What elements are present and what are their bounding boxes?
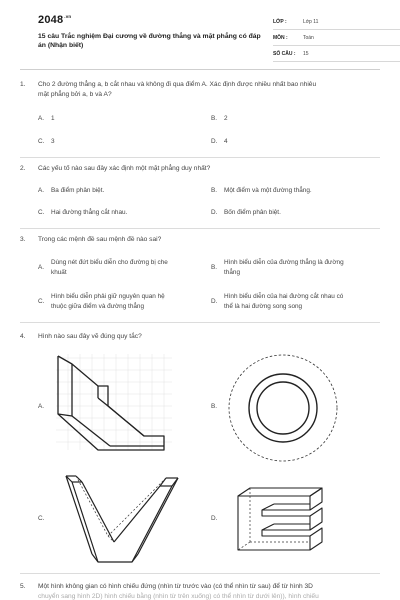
- option-2c[interactable]: [38, 208, 127, 218]
- question-3: [20, 235, 380, 245]
- option-1b[interactable]: [211, 114, 228, 124]
- document-header: [20, 0, 380, 70]
- option-1a[interactable]: [38, 114, 55, 124]
- option-text: Hai đường thẳng cắt nhau.: [51, 209, 128, 216]
- question-text-cont: chuyển sang hình 2D) hình chiếu bằng (nhìn từ trên xuống) có thể nhìn từ dưới lên)), hình chiếu: [38, 593, 319, 600]
- option-2a[interactable]: [38, 186, 104, 196]
- option-letter: A.: [38, 403, 45, 410]
- option-letter: A.: [38, 264, 45, 271]
- option-text: 2: [224, 115, 228, 122]
- option-2d[interactable]: [211, 208, 281, 218]
- option-3c[interactable]: [38, 292, 203, 312]
- divider: [20, 322, 380, 323]
- option-letter: B.: [211, 187, 218, 194]
- question-1: [20, 80, 380, 100]
- document-title: 15 câu Trắc nghiệm Đại cương về đường thẳng và mặt phẳng có đáp án (Nhận biết): [38, 33, 261, 49]
- option-3d[interactable]: [211, 292, 381, 312]
- question-4: [20, 332, 380, 342]
- divider: [20, 157, 380, 158]
- option-text: 3: [51, 138, 55, 145]
- option-1c[interactable]: [38, 137, 55, 147]
- meta-label: SỐ CÂU :: [273, 50, 296, 57]
- option-letter: A.: [38, 115, 45, 122]
- meta-value: 15: [303, 50, 309, 57]
- meta-table: [273, 14, 400, 62]
- meta-label: MÔN :: [273, 34, 288, 41]
- figure-a-bent-bar: [52, 352, 176, 454]
- meta-row-class: [273, 14, 400, 30]
- option-text: Hình biểu diễn của hai đường cắt nhau có: [224, 293, 344, 300]
- option-text-cont: khuất: [51, 269, 67, 276]
- option-text: Một điểm và một đường thẳng.: [224, 187, 312, 194]
- question-5: [20, 582, 380, 600]
- option-letter: D.: [211, 298, 218, 305]
- question-2: [20, 164, 380, 174]
- option-4b[interactable]: [211, 402, 224, 412]
- question-number: 1.: [20, 81, 26, 88]
- option-letter: C.: [38, 138, 45, 145]
- option-text: Hình biểu diễn của đường thẳng là đường: [224, 259, 344, 266]
- option-4d[interactable]: [211, 514, 224, 524]
- question-text: Một hình không gian có hình chiếu đứng (nhìn từ trước vào (có thể nhìn từ sau) để từ hình 3D: [38, 583, 313, 590]
- meta-label: LỚP :: [273, 18, 287, 25]
- logo-text: 2048: [38, 14, 64, 26]
- option-letter: D.: [211, 515, 218, 522]
- option-text-cont: thuộc giữa điểm và đường thẳng: [51, 303, 145, 310]
- figure-b-torus: [226, 352, 340, 464]
- option-letter: D.: [211, 209, 218, 216]
- figure-d-e-block: [232, 484, 328, 564]
- option-text-cont: thẳng: [224, 269, 240, 276]
- question-text: Hình nào sau đây vẽ đúng quy tắc?: [38, 333, 142, 340]
- option-2b[interactable]: [211, 186, 312, 196]
- option-3b[interactable]: [211, 258, 381, 278]
- site-logo[interactable]: [38, 14, 71, 26]
- option-letter: A.: [38, 187, 45, 194]
- question-number: 4.: [20, 333, 26, 340]
- question-number: 5.: [20, 583, 26, 590]
- option-letter: B.: [211, 403, 218, 410]
- option-letter: B.: [211, 264, 218, 271]
- divider: [20, 228, 380, 229]
- option-4a[interactable]: [38, 402, 51, 412]
- option-text: Ba điểm phân biệt.: [51, 187, 105, 194]
- option-text: Bốn điểm phân biệt.: [224, 209, 281, 216]
- meta-value: Toán: [303, 34, 314, 41]
- option-4c[interactable]: [38, 514, 51, 524]
- meta-row-subject: [273, 30, 400, 46]
- option-letter: C.: [38, 209, 45, 216]
- option-letter: D.: [211, 138, 218, 145]
- option-text: 1: [51, 115, 55, 122]
- option-text: Hình biểu diễn phải giữ nguyên quan hệ: [51, 293, 165, 300]
- question-text-cont: mặt phẳng bởi a, b và A?: [38, 91, 112, 98]
- question-text: Các yếu tố nào sau đây xác định một mặt phẳng duy nhất?: [38, 165, 211, 172]
- logo-suffix: .vn: [64, 14, 72, 20]
- option-3a[interactable]: [38, 258, 203, 278]
- question-text: Trong các mệnh đề sau mệnh đề nào sai?: [38, 236, 162, 243]
- option-1d[interactable]: [211, 137, 228, 147]
- meta-row-count: [273, 46, 400, 62]
- meta-value: Lớp 11: [303, 18, 319, 25]
- option-letter: B.: [211, 115, 218, 122]
- divider: [20, 573, 380, 574]
- option-text-cont: thể là hai đường song song: [224, 303, 303, 310]
- question-number: 3.: [20, 236, 26, 243]
- figure-c-v-shape: [54, 462, 184, 566]
- question-number: 2.: [20, 165, 26, 172]
- option-letter: C.: [38, 515, 45, 522]
- option-text: Dùng nét đứt biểu diễn cho đường bị che: [51, 259, 168, 266]
- option-letter: C.: [38, 298, 45, 305]
- option-text: 4: [224, 138, 228, 145]
- question-text: Cho 2 đường thẳng a, b cắt nhau và không đi qua điểm A. Xác định được nhiều nhất bao nhiêu: [38, 81, 317, 88]
